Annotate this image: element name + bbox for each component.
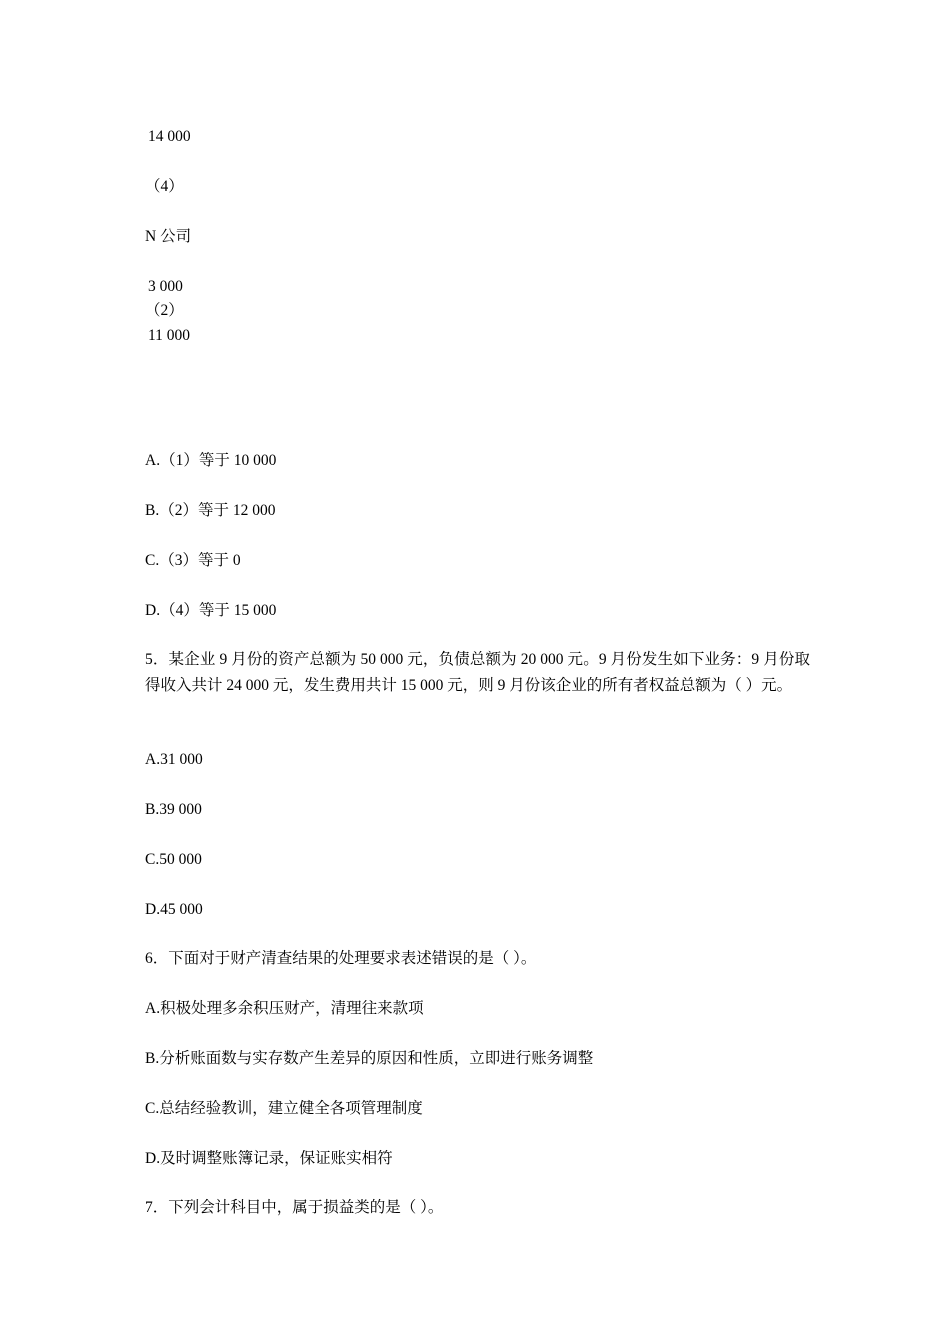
option-a: A.31 000 xyxy=(145,751,203,768)
option-c: C.总结经验教训，建立健全各项管理制度 xyxy=(145,1100,423,1117)
option-b: B.分析账面数与实存数产生差异的原因和性质，立即进行账务调整 xyxy=(145,1050,594,1067)
option-d: D.（4）等于 15 000 xyxy=(145,602,277,619)
option-c: C.（3）等于 0 xyxy=(145,552,241,569)
question-6-stem: 6．下面对于财产清查结果的处理要求表述错误的是（ ）。 xyxy=(145,950,537,967)
option-a: A.（1）等于 10 000 xyxy=(145,452,277,469)
option-a: A.积极处理多余积压财产，清理往来款项 xyxy=(145,1000,424,1017)
question-7-stem: 7．下列会计科目中，属于损益类的是（ ）。 xyxy=(145,1199,444,1216)
option-d: D.45 000 xyxy=(145,901,203,918)
value-3000: 3 000 xyxy=(148,278,183,295)
option-b: B.（2）等于 12 000 xyxy=(145,502,276,519)
option-c: C.50 000 xyxy=(145,851,202,868)
label-4: （4） xyxy=(145,178,184,195)
value-11000: 11 000 xyxy=(148,327,191,344)
value-14000: 14 000 xyxy=(148,128,191,145)
option-d: D.及时调整账簿记录，保证账实相符 xyxy=(145,1150,393,1167)
company-n-label: N 公司 xyxy=(145,228,192,245)
question-5-stem: 5．某企业 9 月份的资产总额为 50 000 元，负债总额为 20 000 元。9 月份发生如下业务：9 月份取得收入共计 24 000 元，发生费用共计 15 000 元，则 9 月份该企业的所有者权益总额为（ ）元。 xyxy=(145,651,810,694)
option-b: B.39 000 xyxy=(145,801,202,818)
label-2: （2） xyxy=(145,302,184,319)
